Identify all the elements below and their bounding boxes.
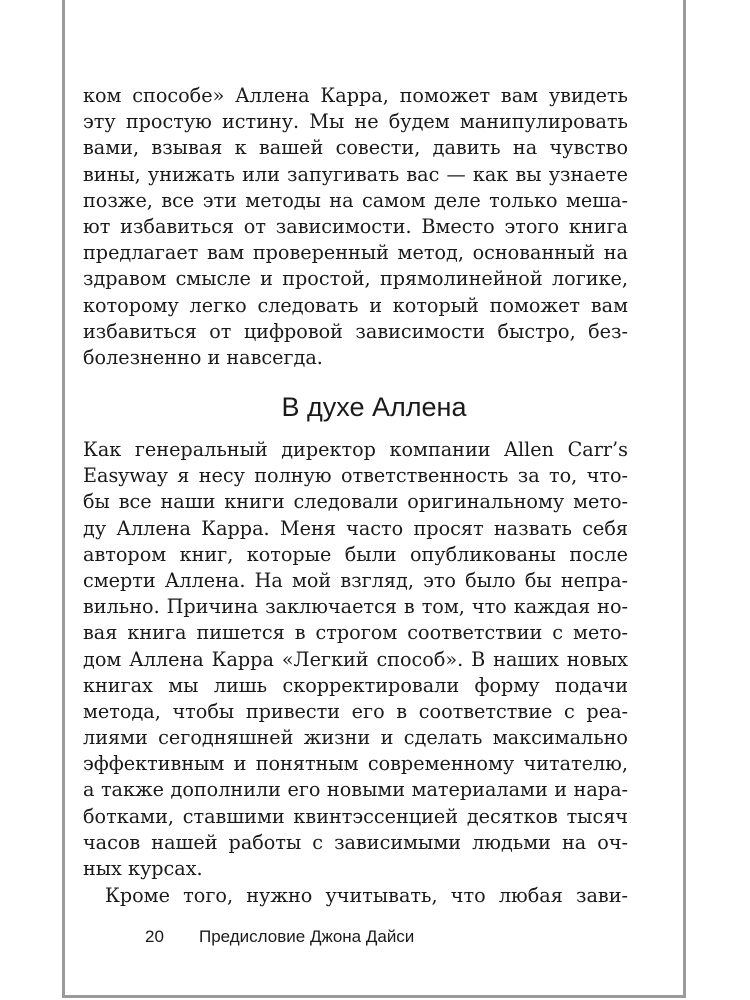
paragraph-3 (83, 883, 628, 909)
text-line: смерти Аллена. На мой взгляд, это было бы непра- (83, 568, 628, 592)
text-line: позже, все эти методы на самом деле только меша- (83, 188, 628, 212)
text-line: метода, чтобы привести его в соответствие с реа- (83, 699, 628, 723)
text-line: вами, взывая к вашей совести, давить на чувство (83, 136, 628, 160)
text-line: предлагает вам проверенный метод, основанный на (83, 241, 628, 265)
text-line: ду Аллена Карра. Меня часто просят назвать себя (83, 516, 628, 540)
text-line: часов нашей работы с зависимыми людьми на оч- (83, 830, 628, 854)
paragraph-2 (83, 437, 628, 882)
text-line: книгах мы лишь скорректировали форму подачи (83, 673, 628, 697)
text-line: ют избавиться от зависимости. Вместо этого книга (83, 214, 628, 238)
text-line: бы все наши книги следовали оригинальному мето- (83, 490, 628, 514)
text-line: ком способе» Аллена Карра, поможет вам увидеть (83, 84, 628, 107)
text-line: автором книг, которые были опубликованы после (83, 542, 628, 566)
running-title: Предисловие Джона Дайси (199, 927, 415, 946)
text-line: ных курсах. (83, 857, 203, 880)
text-line: эффективным и понятным современному читателю, (83, 752, 628, 776)
text-line: Как генеральный директор компании Allen Carr’s (83, 438, 628, 461)
text-line: вильно. Причина заключается в том, что каждая но- (83, 595, 628, 619)
text-line: ботками, ставшими квинтэссенцией десятков тысяч (83, 804, 628, 828)
page-number: 20 (145, 927, 164, 946)
text-line: вины, унижать или запугивать вас — как вы узнаете (83, 162, 628, 186)
text-line: Кроме того, нужно учитывать, что любая зави- (105, 884, 628, 907)
text-line: эту простую истину. Мы не будем манипулировать (83, 110, 628, 134)
text-line: а также дополнили его новыми материалами и нара- (83, 778, 628, 802)
text-line: которому легко следовать и который поможет вам (83, 293, 628, 317)
text-line: лиями сегодняшней жизни и сделать максимально (83, 726, 628, 750)
text-line: Easyway я несу полную ответственность за то, что- (83, 464, 628, 488)
text-line: дом Аллена Карра «Легкий способ». В наших новых (83, 647, 628, 671)
text-line: вая книга пишется в строгом соответствии с мето- (83, 621, 628, 645)
text-line: здравом смысле и простой, прямолинейной логике, (83, 267, 628, 291)
paragraph-1 (83, 83, 628, 371)
text-line: избавиться от цифровой зависимости быстро, без- (83, 319, 628, 343)
page-footer (145, 925, 414, 949)
text-line: болезненно и навсегда. (83, 345, 323, 369)
section-heading: В духе Аллена (281, 392, 467, 422)
